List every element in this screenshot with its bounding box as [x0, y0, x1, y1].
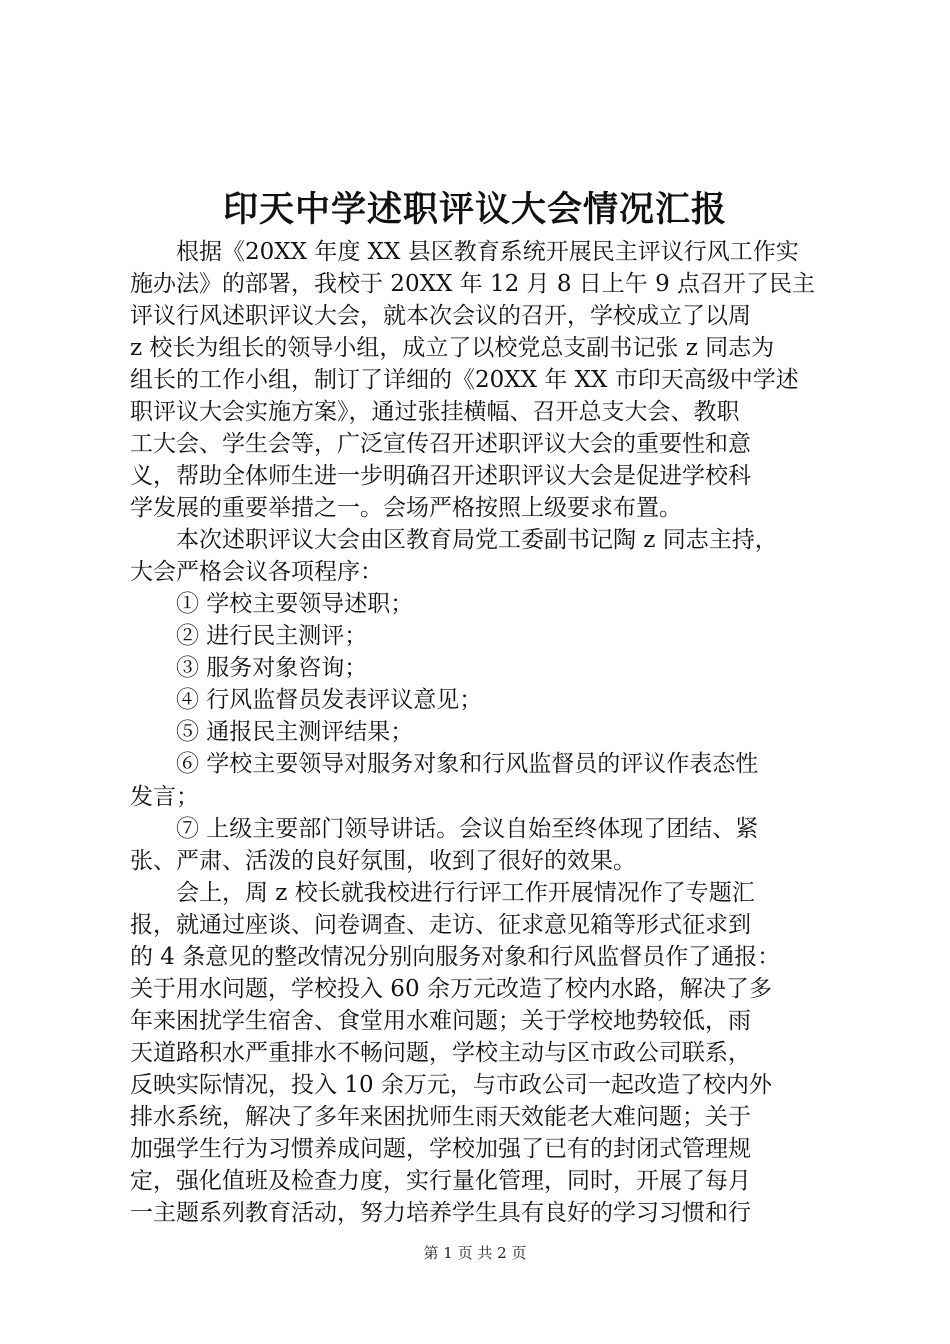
- body-line: z 校长为组长的领导小组，成立了以校党总支副书记张 z 同志为: [130, 335, 775, 362]
- body-line: ⑦ 上级主要部门领导讲话。会议自始至终体现了团结、紧: [130, 815, 759, 842]
- body-line: 工大会、学生会等，广泛宣传召开述职评议大会的重要性和意: [130, 431, 751, 458]
- body-line: 定，强化值班及检查力度，实行量化管理，同时，开展了每月: [130, 1167, 751, 1194]
- body-line: 学发展的重要举措之一。会场严格按照上级要求布置。: [130, 495, 682, 522]
- body-line: 天道路积水严重排水不畅问题，学校主动与区市政公司联系，: [130, 1039, 751, 1066]
- page-footer: 第 1 页 共 2 页: [423, 1244, 527, 1262]
- body-line: ⑥ 学校主要领导对服务对象和行风监督员的评议作表态性: [130, 751, 759, 778]
- body-line: ⑤ 通报民主测评结果；: [130, 719, 414, 746]
- body-line: 本次述职评议大会由区教育局党工委副书记陶 z 同志主持，: [130, 527, 778, 554]
- body-line: 排水系统，解决了多年来困扰师生雨天效能老大难问题；关于: [130, 1103, 751, 1130]
- body-line: 职评议大会实施方案》，通过张挂横幅、召开总支大会、教职: [130, 399, 740, 426]
- body-line: 大会严格会议各项程序：: [130, 559, 383, 586]
- body-line: 一主题系列教育活动，努力培养学生具有良好的学习习惯和行: [130, 1199, 751, 1226]
- body-line: 评议行风述职评议大会，就本次会议的召开，学校成立了以周: [130, 303, 751, 330]
- body-line: 反映实际情况，投入 10 余万元，与市政公司一起改造了校内外: [130, 1071, 772, 1098]
- body-line: 加强学生行为习惯养成问题，学校加强了已有的封闭式管理规: [130, 1135, 751, 1162]
- document-title: 印天中学述职评议大会情况汇报: [222, 189, 727, 230]
- body-line: 报，就通过座谈、问卷调查、走访、征求意见箱等形式征求到: [130, 911, 751, 938]
- body-line: ① 学校主要领导述职；: [130, 591, 414, 618]
- body-line: 施办法》的部署，我校于 20XX 年 12 月 8 日上午 9 点召开了民主: [130, 271, 816, 298]
- body-line: 的 4 条意见的整改情况分别向服务对象和行风监督员作了通报：: [130, 943, 781, 970]
- body-line: ③ 服务对象咨询；: [130, 655, 368, 682]
- body-line: ② 进行民主测评；: [130, 623, 368, 650]
- body-line: 会上，周 z 校长就我校进行行评工作开展情况作了专题汇: [130, 879, 755, 906]
- body-line: 张、严肃、活泼的良好氛围，收到了很好的效果。: [130, 847, 636, 874]
- body-line: 根据《20XX 年度 XX 县区教育系统开展民主评议行风工作实: [130, 239, 799, 265]
- body-line: ④ 行风监督员发表评议意见；: [130, 687, 483, 714]
- body-line: 关于用水问题，学校投入 60 余万元改造了校内水路，解决了多: [130, 975, 772, 1002]
- body-line: 年来困扰学生宿舍、食堂用水难问题；关于学校地势较低，雨: [130, 1007, 751, 1034]
- body-line: 发言；: [130, 783, 199, 810]
- body-line: 义，帮助全体师生进一步明确召开述职评议大会是促进学校科: [130, 463, 751, 490]
- body-line: 组长的工作小组，制订了详细的《20XX 年 XX 市印天高级中学述: [130, 367, 799, 394]
